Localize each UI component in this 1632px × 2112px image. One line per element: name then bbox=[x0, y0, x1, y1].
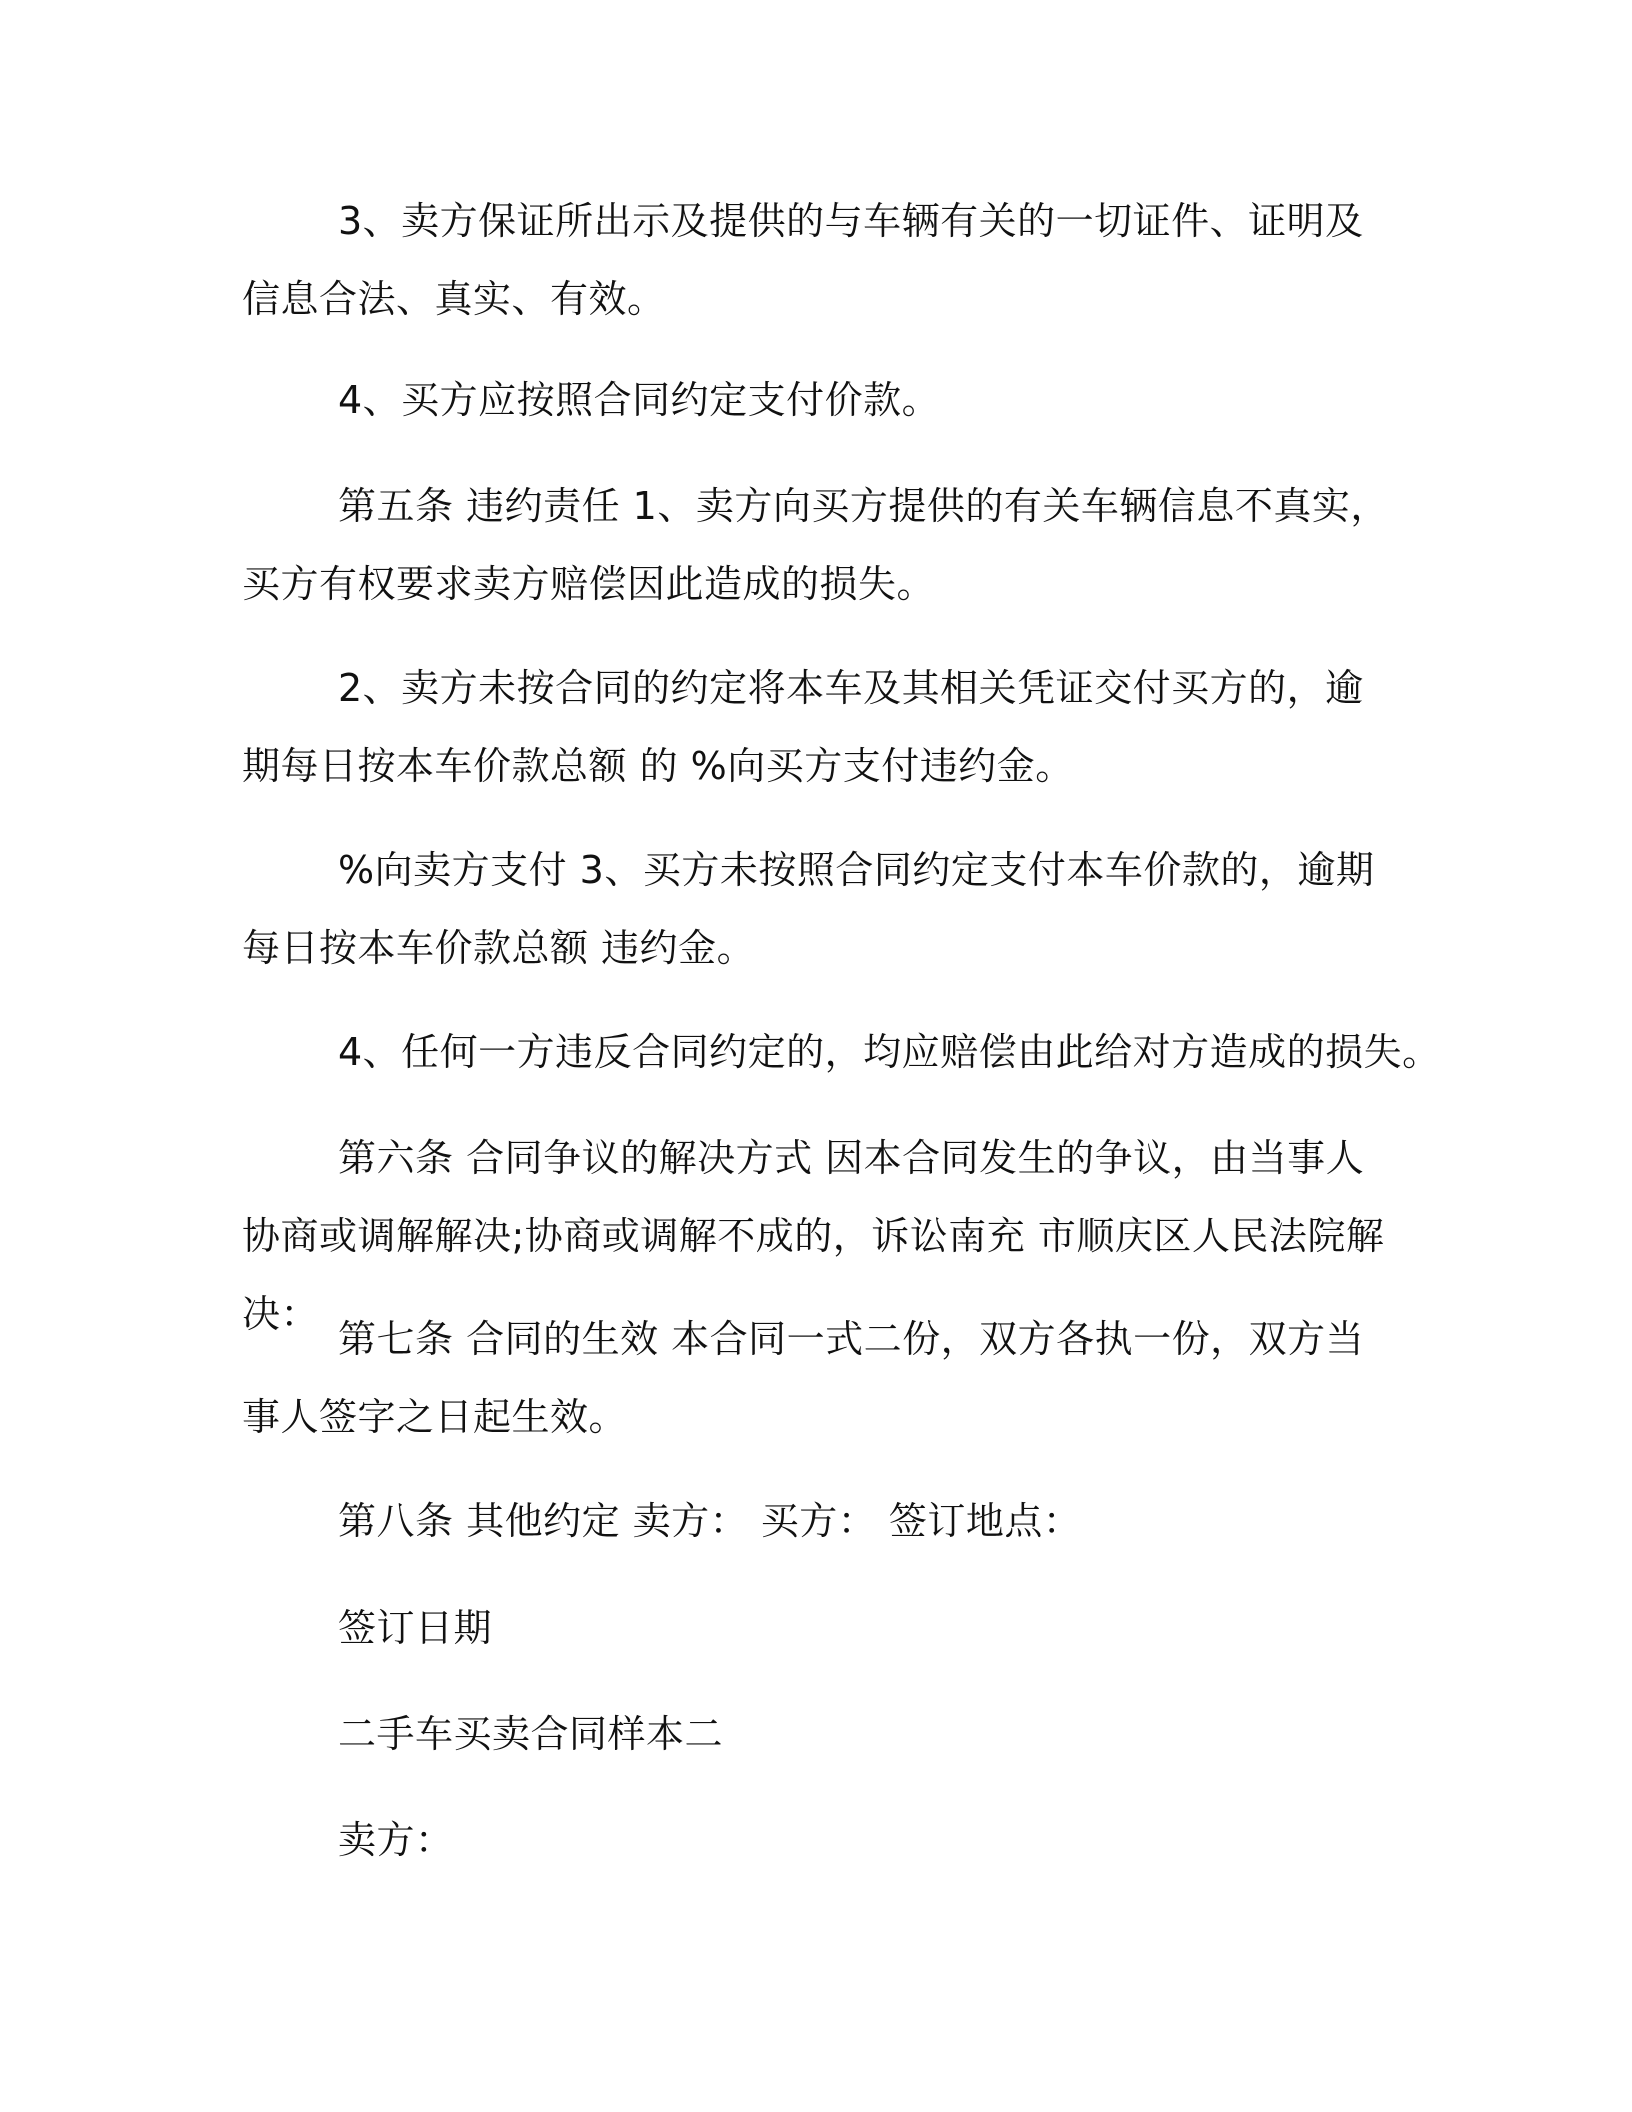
seller-label: 卖方： bbox=[338, 1818, 454, 1862]
clause-seller-guarantee: 3、卖方保证所出示及提供的与车辆有关的一切证件、证明及信息合法、真实、有效。 bbox=[242, 199, 1364, 321]
sample-two-title: 二手车买卖合同样本二 bbox=[338, 1712, 724, 1756]
article-seven-effect: 第七条 合同的生效 本合同一式二份，双方各执一份，双方当事人签字之日起生效。 bbox=[242, 1317, 1365, 1439]
clause-seller-delay-penalty: 2、卖方未按合同的约定将本车及其相关凭证交付买方的，逾期每日按本车价款总额 的 %向买方支付违约金。 bbox=[242, 666, 1364, 788]
article-six-dispute: 第六条 合同争议的解决方式 因本合同发生的争议，由当事人协商或调解解决;协商或调解不成的，诉讼南充 市顺庆区人民法院解决： bbox=[242, 1136, 1385, 1336]
article-five-liability: 第五条 违约责任 1、卖方向买方提供的有关车辆信息不真实，买方有权要求卖方赔偿因此造成的损失。 bbox=[242, 484, 1389, 606]
article-eight-other: 第八条 其他约定 卖方： 买方： 签订地点： bbox=[338, 1499, 1082, 1543]
clause-buyer-payment: 4、买方应按照合同约定支付价款。 bbox=[338, 378, 941, 422]
clause-breach-compensation: 4、任何一方违反合同约定的，均应赔偿由此给对方造成的损失。 bbox=[338, 1030, 1441, 1074]
clause-buyer-delay-penalty: %向卖方支付 3、买方未按照合同约定支付本车价款的，逾期每日按本车价款总额 违约金。 bbox=[242, 848, 1375, 970]
signing-date-label: 签订日期 bbox=[338, 1606, 493, 1650]
